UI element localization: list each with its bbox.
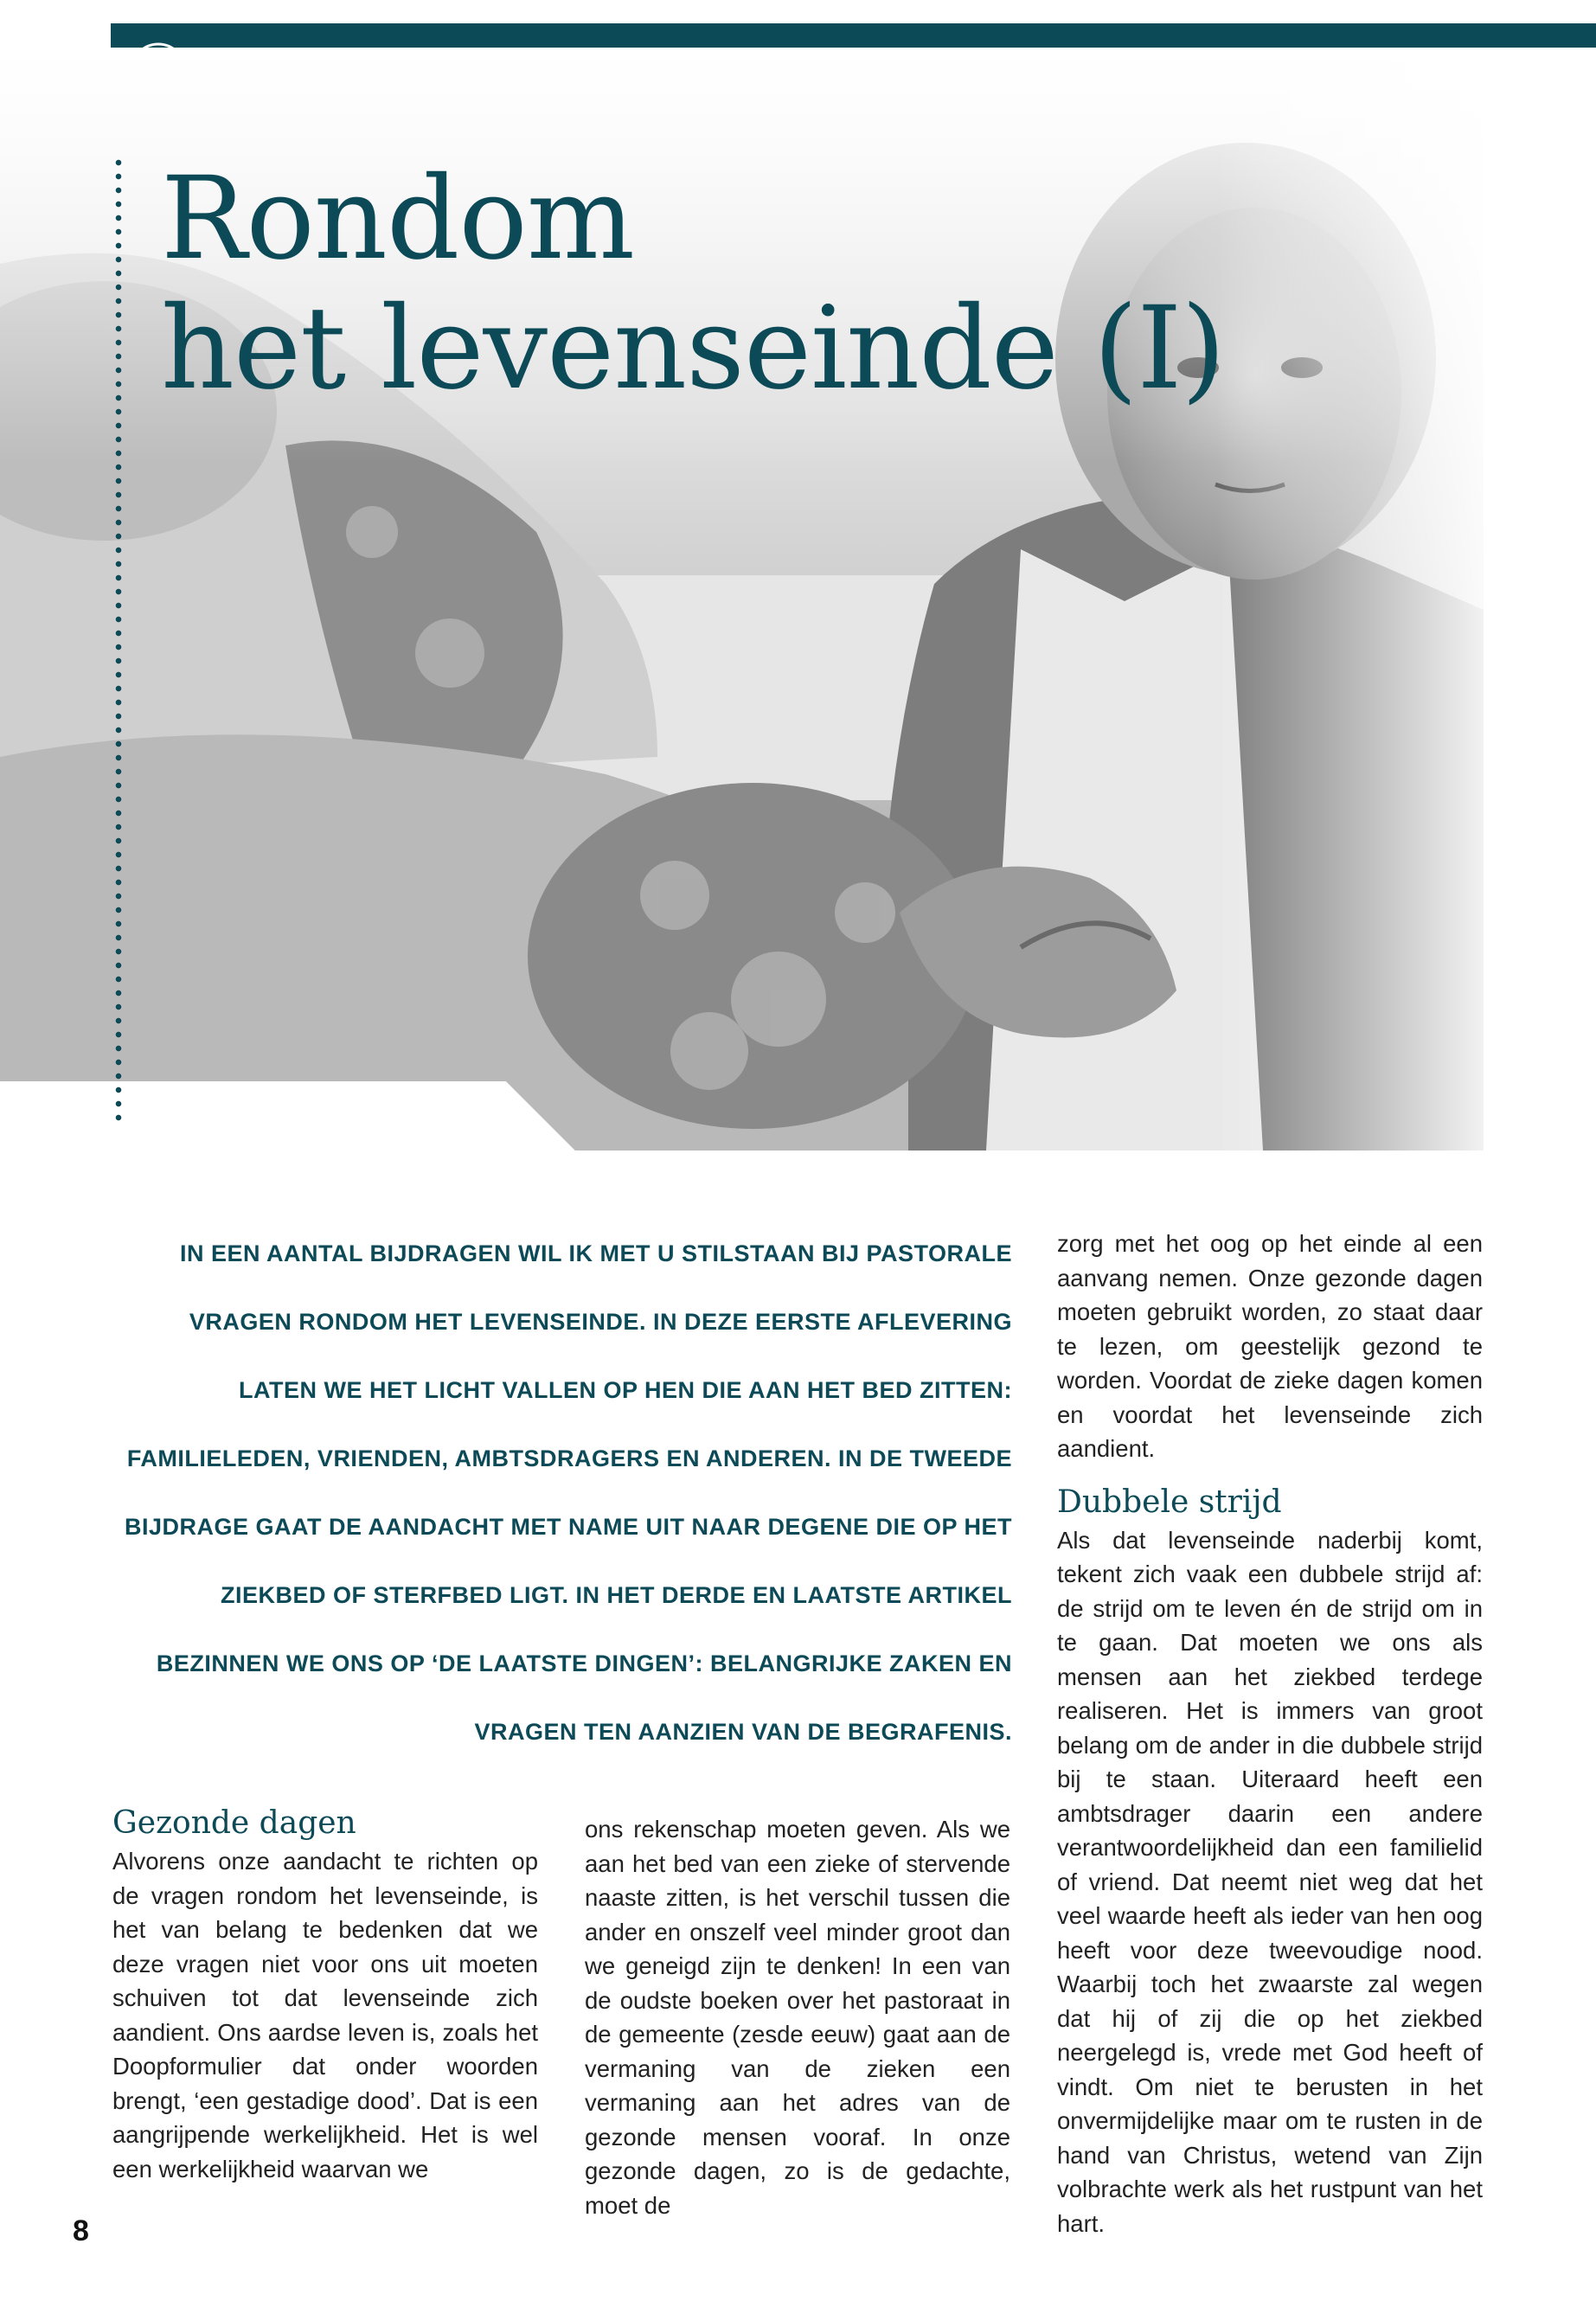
article-title — [161, 154, 1225, 413]
title-line-1: Rondom — [161, 152, 635, 285]
dotted-divider — [114, 156, 123, 1125]
column-1 — [112, 1804, 538, 2186]
lead-paragraph: IN EEN AANTAL BIJDRAGEN WIL IK MET U STILSTAAN BIJ PASTORALE VRAGEN RONDOM HET LEVENSEINDE. IN DEZE EERSTE AFLEVERING LATEN WE HET LICHT VALLEN OP HEN DIE AAN HET BED ZITTEN: FAMILIELEDEN, VRIENDEN, AMBTSDRAGERS EN ANDEREN. IN DE TWEEDE BIJDRAGE GAAT DE AANDACHT MET NAME UIT NAAR DEGENE DIE OP HET ZIEKBED OF STERFBED LIGT. IN HET DERDE EN LAATSTE ARTIKEL BEZINNEN WE ONS OP ‘DE LAATSTE DINGEN’: BELANGRIJKE ZAKEN EN VRAGEN TEN AANZIEN VAN DE BEGRAFENIS. — [124, 1240, 1012, 1745]
column-3-text-b: Als dat levenseinde naderbij komt, tekent zich vaak een dubbele strijd af: de strijd om te leven én de strijd om in te gaan. Dat moeten we ons als mensen aan het ziekbed terdege realiseren. Het is immers van groot belang om de ander in die dubbele strijd bij te staan. Uiteraard heeft een ambtsdrager daarin een andere verantwoordelijkheid dan een familielid of vriend. Dat neemt niet weg dat het veel waarde heeft als ieder van hen oog heeft voor deze tweevoudige nood. Waarbij toch het zwaarste zal wegen dat hij of zij die op het ziekbed neergelegd is, vrede met God heeft of vindt. Om niet te berusten in het onvermijdelijke maar om te rusten in de hand van Christus, wetend van Zijn volbrachte werk als het rustpunt van het hart. — [1057, 1526, 1483, 2237]
title-line-2: het levenseinde (I) — [161, 282, 1225, 415]
column-3-text-a: zorg met het oog op het einde al een aanvang nemen. Onze gezonde dagen moeten gebruikt worden, zo staat daar te lezen, om geestelijk gezond te worden. Voordat de zieke dagen komen en voordat het levenseinde zich aandient. — [1057, 1230, 1483, 1462]
column-2-text: ons rekenschap moeten geven. Als we aan het bed van een zieke of stervende naaste zitten, is het verschil tussen die ander en onszelf veel minder groot dan we geneigd zijn te denken! In een van de oudste boeken over het pastoraat in de gemeente (zesde eeuw) gaat aan de vermaning van de zieken een vermaning aan het adres van de gezonde mensen vooraf. In onze gezonde dagen, zo is de gedachte, moet de — [585, 1816, 1010, 2219]
column-3 — [1057, 1227, 1483, 2240]
section-heading-dubbele-strijd: Dubbele strijd — [1057, 1484, 1282, 1520]
column-2 — [585, 1812, 1010, 2222]
section-heading-gezonde-dagen: Gezonde dagen — [112, 1805, 356, 1841]
column-1-text: Alvorens onze aandacht te richten op de vragen rondom het levenseinde, is het van belang te bedenken dat we deze vragen niet voor ons uit moeten schuiven tot dat levenseinde zich aandient. Ons aardse leven is, zoals het Doopformulier dat onder woorden brengt, ‘een gestadige dood’. Dat is een aangrijpende werkelijkheid. Het is wel een werkelijkheid waarvan we — [112, 1848, 538, 2182]
page-number: 8 — [73, 2214, 89, 2247]
